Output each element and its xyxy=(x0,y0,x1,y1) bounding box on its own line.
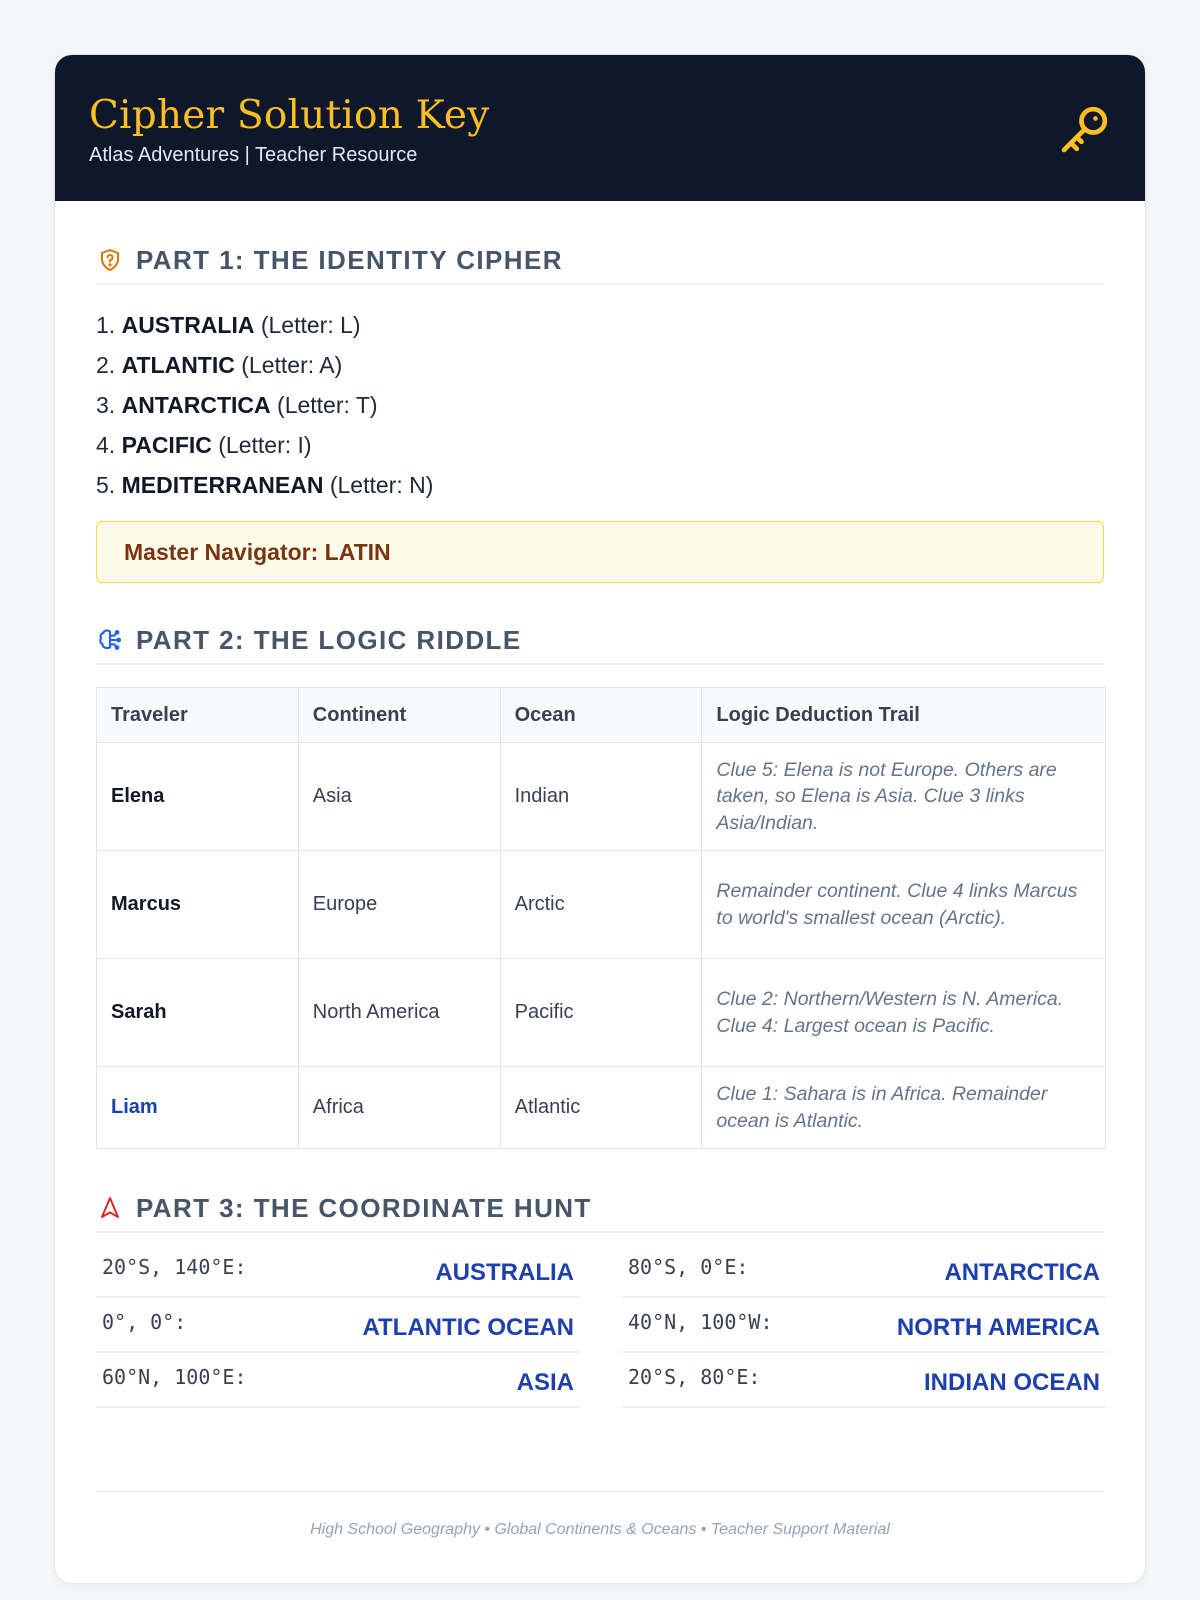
coordinate-label: 0°, 0°: xyxy=(102,1309,187,1334)
footer-text: High School Geography • Global Continents & Oceans • Teacher Support Material xyxy=(310,1521,890,1538)
coordinate-answer: AUSTRALIA xyxy=(435,1258,574,1286)
item-number: 3. xyxy=(96,392,116,418)
table-header-row xyxy=(97,688,1106,743)
cell-traveler: Elena xyxy=(97,743,299,851)
item-letter: (Letter: A) xyxy=(241,352,343,378)
coordinate-answer: INDIAN OCEAN xyxy=(923,1368,1100,1396)
content-area xyxy=(55,243,1145,1408)
table-row xyxy=(97,959,1106,1067)
coordinate-column-left xyxy=(96,1243,580,1408)
cipher-list xyxy=(96,305,1104,505)
part1-heading xyxy=(96,243,1104,285)
item-answer: MEDITERRANEAN xyxy=(121,472,324,498)
header-continent: Continent xyxy=(298,688,500,743)
item-answer: AUSTRALIA xyxy=(121,312,255,338)
coordinate-answer: ASIA xyxy=(516,1368,574,1396)
list-item xyxy=(622,1353,1106,1408)
cell-continent: Asia xyxy=(298,743,500,851)
item-number: 2. xyxy=(96,352,116,378)
coordinate-answer: ATLANTIC OCEAN xyxy=(362,1313,574,1341)
solution-key-card xyxy=(54,54,1146,1584)
shield-question-icon xyxy=(96,246,124,274)
brain-icon xyxy=(96,626,124,654)
cell-ocean: Pacific xyxy=(500,959,702,1067)
cell-trail: Clue 5: Elena is not Europe. Others are taken, so Elena is Asia. Clue 3 links Asia/Indian. xyxy=(702,743,1106,851)
cell-trail: Clue 1: Sahara is in Africa. Remainder ocean is Atlantic. xyxy=(702,1067,1106,1149)
table-row xyxy=(97,1067,1106,1149)
list-item xyxy=(622,1298,1106,1353)
part3-heading xyxy=(96,1191,1104,1233)
coordinate-grid xyxy=(96,1243,1104,1408)
list-item xyxy=(96,1353,580,1408)
cell-trail: Clue 2: Northern/Western is N. America. Clue 4: Largest ocean is Pacific. xyxy=(702,959,1106,1067)
coordinate-column-right xyxy=(622,1243,1106,1408)
item-answer: ATLANTIC xyxy=(121,352,235,378)
header-trail: Logic Deduction Trail xyxy=(702,688,1106,743)
cell-continent: Europe xyxy=(298,851,500,959)
item-letter: (Letter: I) xyxy=(218,432,312,458)
list-item xyxy=(622,1243,1106,1298)
cell-ocean: Atlantic xyxy=(500,1067,702,1149)
item-answer: ANTARCTICA xyxy=(121,392,271,418)
coordinate-label: 20°S, 80°E: xyxy=(628,1364,761,1389)
key-icon xyxy=(1057,101,1113,157)
coordinate-label: 20°S, 140°E: xyxy=(102,1254,247,1279)
part2-title: PART 2: THE LOGIC RIDDLE xyxy=(136,624,522,655)
item-letter: (Letter: L) xyxy=(260,312,361,338)
cell-ocean: Arctic xyxy=(500,851,702,959)
list-item xyxy=(96,345,1104,385)
master-navigator-callout: Master Navigator: LATIN xyxy=(96,521,1104,583)
coordinate-answer: NORTH AMERICA xyxy=(896,1313,1100,1341)
navigation-arrow-icon xyxy=(96,1194,124,1222)
header-traveler: Traveler xyxy=(97,688,299,743)
header-ocean: Ocean xyxy=(500,688,702,743)
coordinate-label: 60°N, 100°E: xyxy=(102,1364,247,1389)
part1-title: PART 1: THE IDENTITY CIPHER xyxy=(136,244,563,275)
item-number: 1. xyxy=(96,312,116,338)
cell-trail: Remainder continent. Clue 4 links Marcus to world's smallest ocean (Arctic). xyxy=(702,851,1106,959)
cell-traveler: Sarah xyxy=(97,959,299,1067)
coordinate-label: 40°N, 100°W: xyxy=(628,1309,773,1334)
coordinate-label: 80°S, 0°E: xyxy=(628,1254,749,1279)
item-letter: (Letter: T) xyxy=(277,392,378,418)
list-item xyxy=(96,465,1104,505)
page-subtitle: Atlas Adventures | Teacher Resource xyxy=(89,144,418,166)
cell-traveler: Marcus xyxy=(97,851,299,959)
item-number: 4. xyxy=(96,432,116,458)
item-answer: PACIFIC xyxy=(121,432,212,458)
cell-ocean: Indian xyxy=(500,743,702,851)
cell-continent: North America xyxy=(298,959,500,1067)
list-item xyxy=(96,385,1104,425)
item-number: 5. xyxy=(96,472,116,498)
cell-traveler: Liam xyxy=(97,1067,299,1149)
table-row xyxy=(97,851,1106,959)
coordinate-answer: ANTARCTICA xyxy=(944,1258,1100,1286)
cell-continent: Africa xyxy=(298,1067,500,1149)
part3-title: PART 3: THE COORDINATE HUNT xyxy=(136,1192,592,1223)
item-letter: (Letter: N) xyxy=(329,472,434,498)
list-item xyxy=(96,305,1104,345)
page-title: Cipher Solution Key xyxy=(89,93,490,138)
part2-heading xyxy=(96,623,1104,665)
logic-riddle-table xyxy=(96,687,1106,1149)
list-item xyxy=(96,425,1104,465)
header-banner xyxy=(55,55,1145,201)
footer-divider xyxy=(96,1491,1104,1492)
table-row xyxy=(97,743,1106,851)
list-item xyxy=(96,1298,580,1353)
list-item xyxy=(96,1243,580,1298)
